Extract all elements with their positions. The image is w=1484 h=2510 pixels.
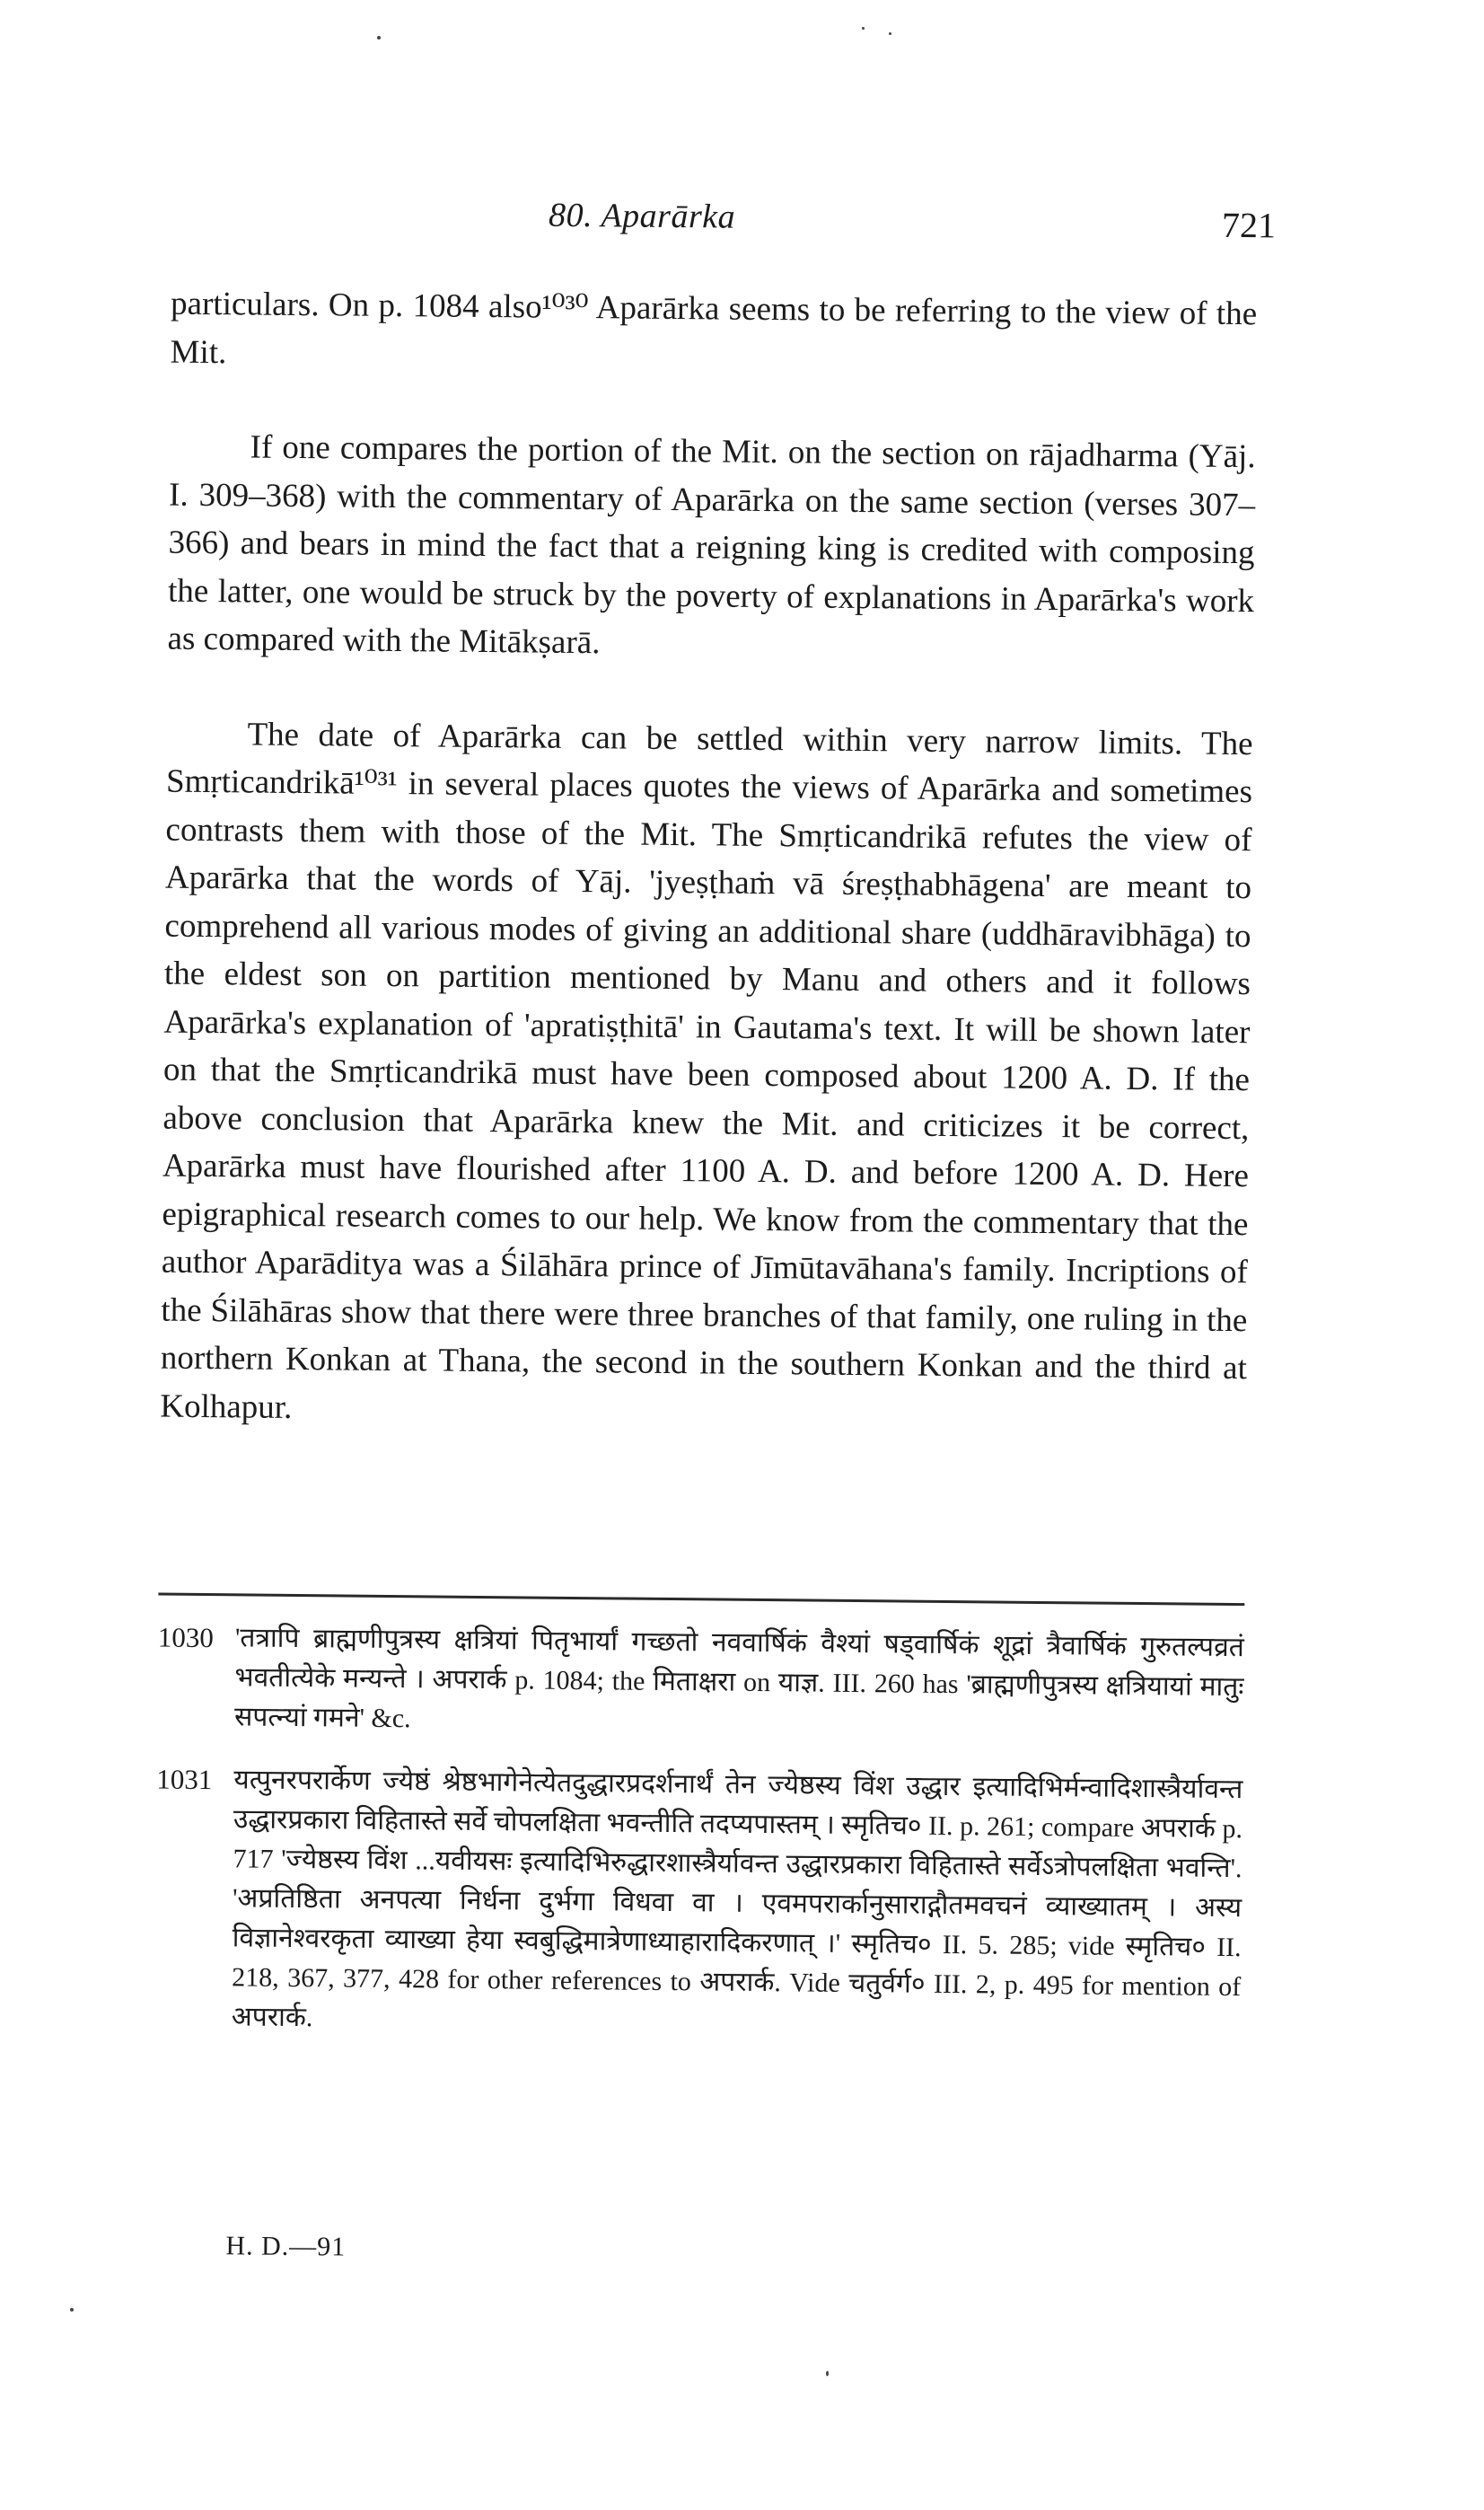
footnote-text: यत्पुनरपरार्केण ज्येष्ठं श्रेष्ठभागेनेत्येतदुद्धारप्रदर्शनार्थं तेन ज्येष्ठस्य विंश उद्धार इत्यादिभिर्मन्वादिशास्त्रैर्यावन्त उद्धारप्रकारा विहितास्ते सर्वे चोपलक्षिता भवन्तीति तदप्यपास्तम् । स्मृतिच० II. p. 261; compare अपरार्क p. 717 'ज्येष्ठस्य विंश ...यवीयसः इत्यादिभिरुद्धारशास्त्रैर्यावन्त उद्धारप्रकारा विहितास्ते सर्वेऽत्रोपलक्षिता भवन्ति'. 'अप्रतिष्ठिता अनपत्या निर्धना दुर्भगा विधवा वा । एवमपरार्कानुसाराद्गौतमवचनं व्याख्यातम् । अस्य विज्ञानेश्वरकृता व्याख्या हेया स्वबुद्धिमात्रेणाध्याहारादिकरणात् ।' स्मृतिच० II. 5. 285; vide स्मृतिच० II. 218, 367, 377, 428 for other references to अपरार्क. Vide चतुर्वर्ग० III. 2, p. 495 for mention of अपरार्क. (231, 1765, 1243, 2033)
page-number: 721 (1221, 204, 1277, 246)
footnote-number: 1030 (157, 1621, 215, 1654)
paragraph-continuation: particulars. On p. 1084 also¹⁰³⁰ Aparārka seems to be referring to the view of the Mit. (170, 285, 1258, 371)
footnotes (154, 1618, 1244, 2071)
footnote-text: 'तत्रापि ब्राह्मणीपुत्रस्य क्षत्रियां पितृभार्यां गच्छतो नववार्षिकं वैश्यां षड्वार्षिकं शूद्रां त्रैवार्षिकं गुरुतल्पव्रतं भवतीत्येके मन्यन्ते । अपरार्क p. 1084; the मिताक्षरा on याज्ञ. III. 260 has 'ब्राह्मणीपुत्रस्य क्षत्रियायां मातुः सपत्न्यां गमने' &c. (233, 1623, 1245, 1734)
body-text (160, 280, 1258, 1488)
footnote-number: 1031 (156, 1763, 213, 1796)
paragraph-date-of-apararka: The date of Aparārka can be settled within very narrow limits. The Smṛticandrikā¹⁰³¹ in several places quotes the views of Aparārka and sometimes contrasts them with those of the Mit. The Smṛticandrikā refutes the view of Aparārka that the words of Yāj. 'jyeṣṭhaṁ vā śreṣṭhabhāgena' are meant to comprehend all various modes of giving an additional share (uddhāravibhāga) to the eldest son on partition mentioned by Manu and others and it follows Aparārka's explanation of 'apratiṣṭhitā' in Gautama's text. It will be shown later on that the Smṛticandrikā must have been composed about 1200 A. D. If the above conclusion that Aparārka knew the Mit. and criticizes it be correct, Aparārka must have flourished after 1100 A. D. and before 1200 A. D. Here epigraphical research comes to our help. We know from the commentary that the author Aparāditya was a Śilāhāra prince of Jīmūtavāhana's family. Incriptions of the Śilāhāras show that there were three branches of that family, one ruling in the northern Konkan at Thana, the second in the southern Konkan and the third at Kolhapur. (160, 715, 1253, 1426)
scan-speck (862, 27, 865, 30)
footnote-1031 (154, 1760, 1243, 2048)
scan-speck (70, 2308, 74, 2312)
signature-mark: H. D.—91 (225, 2231, 347, 2262)
scan-speck (826, 2371, 829, 2376)
footnote-1030 (157, 1618, 1244, 1748)
page-header (171, 192, 1277, 257)
footnote-divider (158, 1593, 1244, 1607)
paragraph-rajadharma: If one compares the portion of the Mit. on the section on rājadharma (Yāj. I. 309–368) with the commentary of Aparārka on the same section (verses 307–366) and bears in mind the fact that a reigning king is credited with composing the latter, one would be struck by the poverty of explanations in Aparārka's work as compared with the Mitākṣarā. (167, 428, 1256, 662)
scan-speck (889, 32, 891, 35)
scan-speck (377, 36, 381, 40)
running-head: 80. Aparārka (548, 196, 736, 236)
